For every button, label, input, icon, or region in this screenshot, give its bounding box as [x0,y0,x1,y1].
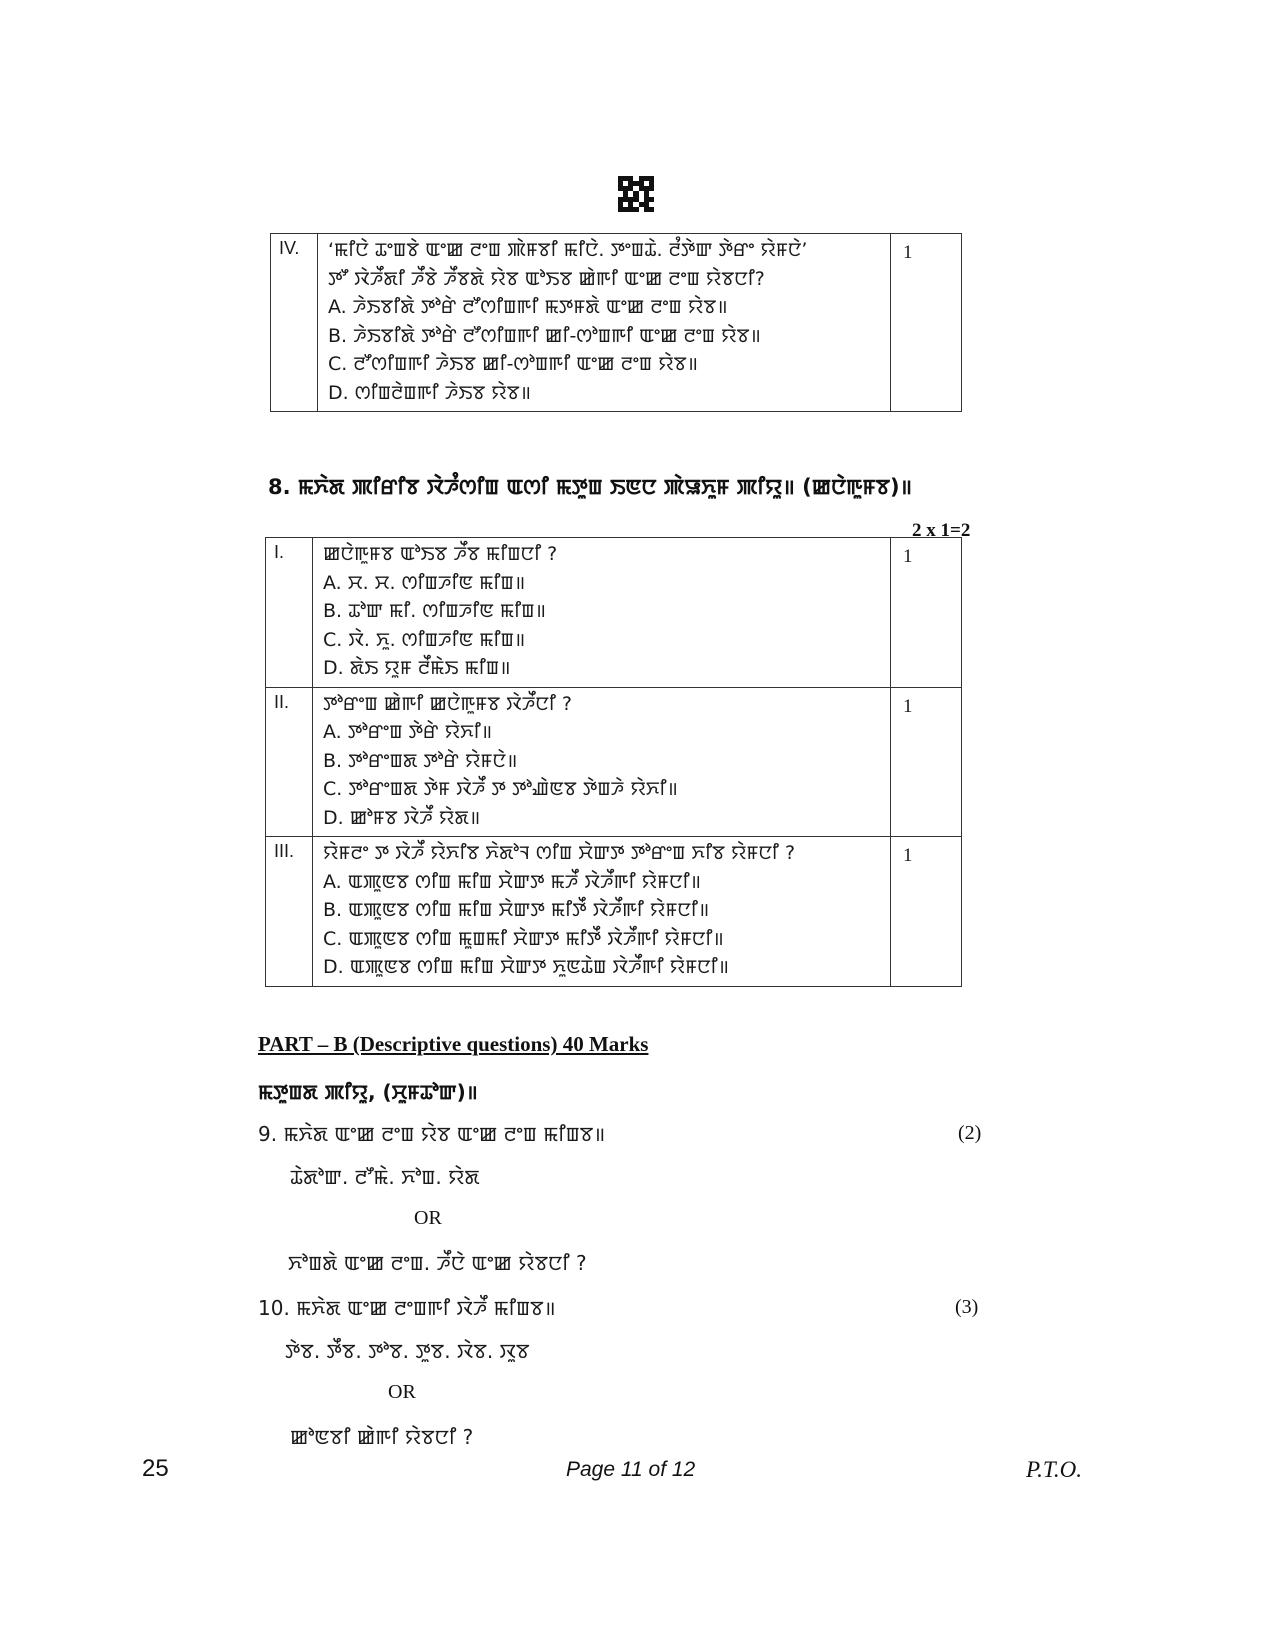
q8-marks: 2 x 1=2 [912,520,971,541]
q10-text: 10. ꯃꯈꯥꯗ ꯑꯦꯀ ꯂꯦꯡꯒꯤ ꯋꯥꯍꯩ ꯃꯤꯡꯕ॥ [258,1296,556,1320]
option-d: D. ꯑꯄꯨꯟꯕ ꯁꯤꯡ ꯃꯤꯡ ꯆꯥꯛꯇ ꯈꯨꯟꯊꯥꯡ ꯋꯥꯍꯩꯒꯤ ꯌꯥꯝꯅꯤ॥ [323,956,730,978]
pto-label: P.T.O. [1026,1457,1083,1482]
option-d: D. ꯁꯤꯡꯂꯥꯡꯒꯤ ꯍꯥꯏꯕ ꯌꯥꯕ॥ [328,381,532,404]
option-d: D. ꯗꯥꯏ ꯌꯨꯝ ꯂꯩꯃꯥꯏ ꯃꯤꯡ॥ [323,657,511,679]
question-number: III. [266,837,313,987]
option-b: B. ꯑꯄꯨꯟꯕ ꯁꯤꯡ ꯃꯤꯡ ꯆꯥꯛꯇ ꯃꯤꯇꯩ ꯋꯥꯍꯩꯒꯤ ꯌꯥꯝꯅꯤ॥ [323,899,710,921]
q8-table [265,537,962,987]
table-row [266,837,962,987]
option-b: B. ꯊꯣꯛ ꯃꯤ. ꯁꯤꯡꯍꯤꯟ ꯃꯤꯡ॥ [323,600,546,622]
q10-or: OR [388,1381,416,1403]
option-c: C. ꯂꯧꯁꯤꯡꯒꯤ ꯍꯥꯏꯕ ꯀꯤ-ꯁꯣꯡꯒꯤ ꯑꯦꯀ ꯂꯦꯡ ꯌꯥꯕ॥ [328,353,698,375]
question-body [313,687,891,837]
question-mark: 1 [891,837,962,987]
q10-alt: ꯀꯣꯟꯕꯤ ꯀꯥꯒꯤ ꯌꯥꯕꯅꯤ ? [290,1425,474,1449]
part-b-instruction: ꯃꯇꯨꯡꯗ ꯄꯤꯌꯨ, (ꯆꯨꯝꯊꯣꯛ)॥ [258,1080,478,1104]
question-mark: 1 [891,234,962,412]
option-a: A. ꯑꯄꯨꯟꯕ ꯁꯤꯡ ꯃꯤꯡ ꯆꯥꯛꯇ ꯃꯍꯩ ꯋꯥꯍꯩꯒꯤ ꯌꯥꯝꯅꯤ॥ [323,870,701,893]
q8-heading: 8. ꯃꯈꯥꯗ ꯄꯤꯔꯤꯕ ꯋꯥꯍꯪꯁꯤꯡ ꯑꯁꯤ ꯃꯇꯨꯡ ꯏꯟꯅ ꯄꯥꯎꯈꯨꯝ ꯄꯤꯌꯨ॥ (ꯀꯅꯥꯒꯨꯝꯕ)॥ [268,475,913,499]
question-text: ‘ꯃꯤꯅꯥ ꯊꯦꯡꯕꯥ ꯑꯦꯀ ꯂꯦꯡ ꯄꯥꯝꯕꯤ ꯃꯤꯅꯥ. ꯇꯦꯡꯊꯥ. ꯂꯪꯇꯥꯛ ꯇꯥꯔꯦ ꯌꯥꯝꯅꯥ’ [328,239,808,261]
question-mark: 1 [891,538,962,688]
option-a: A. ꯇꯣꯔꯦꯡ ꯇꯥꯔꯥ ꯌꯥꯈꯤ॥ [323,721,493,743]
option-b: B. ꯇꯣꯔꯦꯡꯗ ꯇꯣꯔꯥ ꯌꯥꯝꯅꯥ॥ [323,749,518,772]
question-body [313,538,891,688]
question-text: ꯌꯥꯝꯂꯦ ꯇ ꯋꯥꯍꯩ ꯌꯥꯈꯤꯕ ꯈꯥꯗꯣꯜ ꯁꯤꯡ ꯆꯥꯛꯇ ꯇꯣꯔꯦꯡ ꯈꯤꯕ ꯌꯥꯝꯅꯤ ? [323,842,796,864]
option-c: C. ꯇꯣꯔꯦꯡꯗ ꯇꯥꯝ ꯋꯥꯍꯩ ꯇ ꯇꯣꯉꯥꯟꯕ ꯇꯥꯡꯍꯥ ꯌꯥꯈꯤ॥ [323,778,678,800]
question-text: ꯇꯣꯔꯦꯡ ꯀꯥꯒꯤ ꯀꯅꯥꯒꯨꯝꯕ ꯋꯥꯍꯩꯅꯤ ? [323,692,572,715]
q9-alt: ꯈꯣꯡꯗꯥ ꯑꯦꯀ ꯂꯦꯡ. ꯍꯩꯅꯥ ꯑꯦꯀ ꯌꯥꯕꯅꯤ ? [288,1251,587,1275]
q9-mark: (2) [958,1122,982,1144]
question-text: ꯀꯅꯥꯒꯨꯝꯕ ꯑꯣꯏꯕ ꯍꯩꯕ ꯃꯤꯡꯅꯤ ? [323,543,558,565]
question-mark: 1 [891,687,962,837]
q9-or: OR [414,1207,442,1229]
table-row [266,687,962,837]
question-number: IV. [271,234,318,412]
table-row [266,538,962,688]
q7-iv-table [270,233,962,412]
part-b-title: PART – B (Descriptive questions) 40 Marks [258,1032,649,1056]
q10-words: ꯇꯥꯕ. ꯇꯩꯕ. ꯇꯣꯕ. ꯇꯨꯕ. ꯋꯥꯕ. ꯋꯨꯕ [285,1339,530,1363]
option-a: A. ꯍꯥꯏꯕꯤꯗꯥ ꯇꯣꯔꯥ ꯂꯧꯁꯤꯡꯒꯤ ꯃꯇꯝꯗꯥ ꯑꯦꯀ ꯂꯦꯡ ꯌꯥꯕ॥ [328,296,728,318]
qr-code-icon [618,176,654,212]
question-number: II. [266,687,313,837]
option-a: A. ꯆ. ꯆ. ꯁꯤꯡꯍꯤꯟ ꯃꯤꯡ॥ [323,571,526,594]
question-text: ꯇꯧ ꯋꯥꯍꯩꯗꯤ ꯍꯩꯕꯥ ꯍꯩꯕꯗꯥ ꯌꯥꯕ ꯑꯣꯏꯕ ꯀꯥꯒꯤ ꯑꯦꯀ ꯂꯦꯡ ꯌꯥꯕꯅꯤ? [328,267,765,290]
option-c: C. ꯑꯄꯨꯟꯕ ꯁꯤꯡ ꯃꯨꯡꯃꯤ ꯆꯥꯛꯇ ꯃꯤꯇꯩ ꯋꯥꯍꯩꯒꯤ ꯌꯥꯝꯅꯤ॥ [323,927,724,950]
option-c: C. ꯋꯥ. ꯈꯨ. ꯁꯤꯡꯍꯤꯟ ꯃꯤꯡ॥ [323,628,526,651]
q10-mark: (3) [955,1296,979,1318]
question-body [313,837,891,987]
option-b: B. ꯍꯥꯏꯕꯤꯗꯥ ꯇꯣꯔꯥ ꯂꯧꯁꯤꯡꯒꯤ ꯀꯤ-ꯁꯣꯡꯒꯤ ꯑꯦꯀ ꯂꯦꯡ ꯌꯥꯕ॥ [328,324,761,347]
paper-code: 25 [142,1455,169,1482]
page-number: Page 11 of 12 [566,1458,696,1481]
question-body [318,234,891,412]
question-number: I. [266,538,313,688]
q9-text: 9. ꯃꯈꯥꯗ ꯑꯦꯀ ꯂꯦꯡ ꯌꯥꯕ ꯑꯦꯀ ꯂꯦꯡ ꯃꯤꯡꯕ॥ [258,1122,606,1146]
q9-words: ꯊꯥꯗꯣꯛ. ꯂꯧꯃꯥ. ꯈꯣꯡ. ꯌꯥꯗ [290,1165,480,1189]
table-row [271,234,962,412]
option-d: D. ꯀꯣꯝꯕ ꯋꯥꯍꯩ ꯌꯥꯗ॥ [323,806,481,829]
